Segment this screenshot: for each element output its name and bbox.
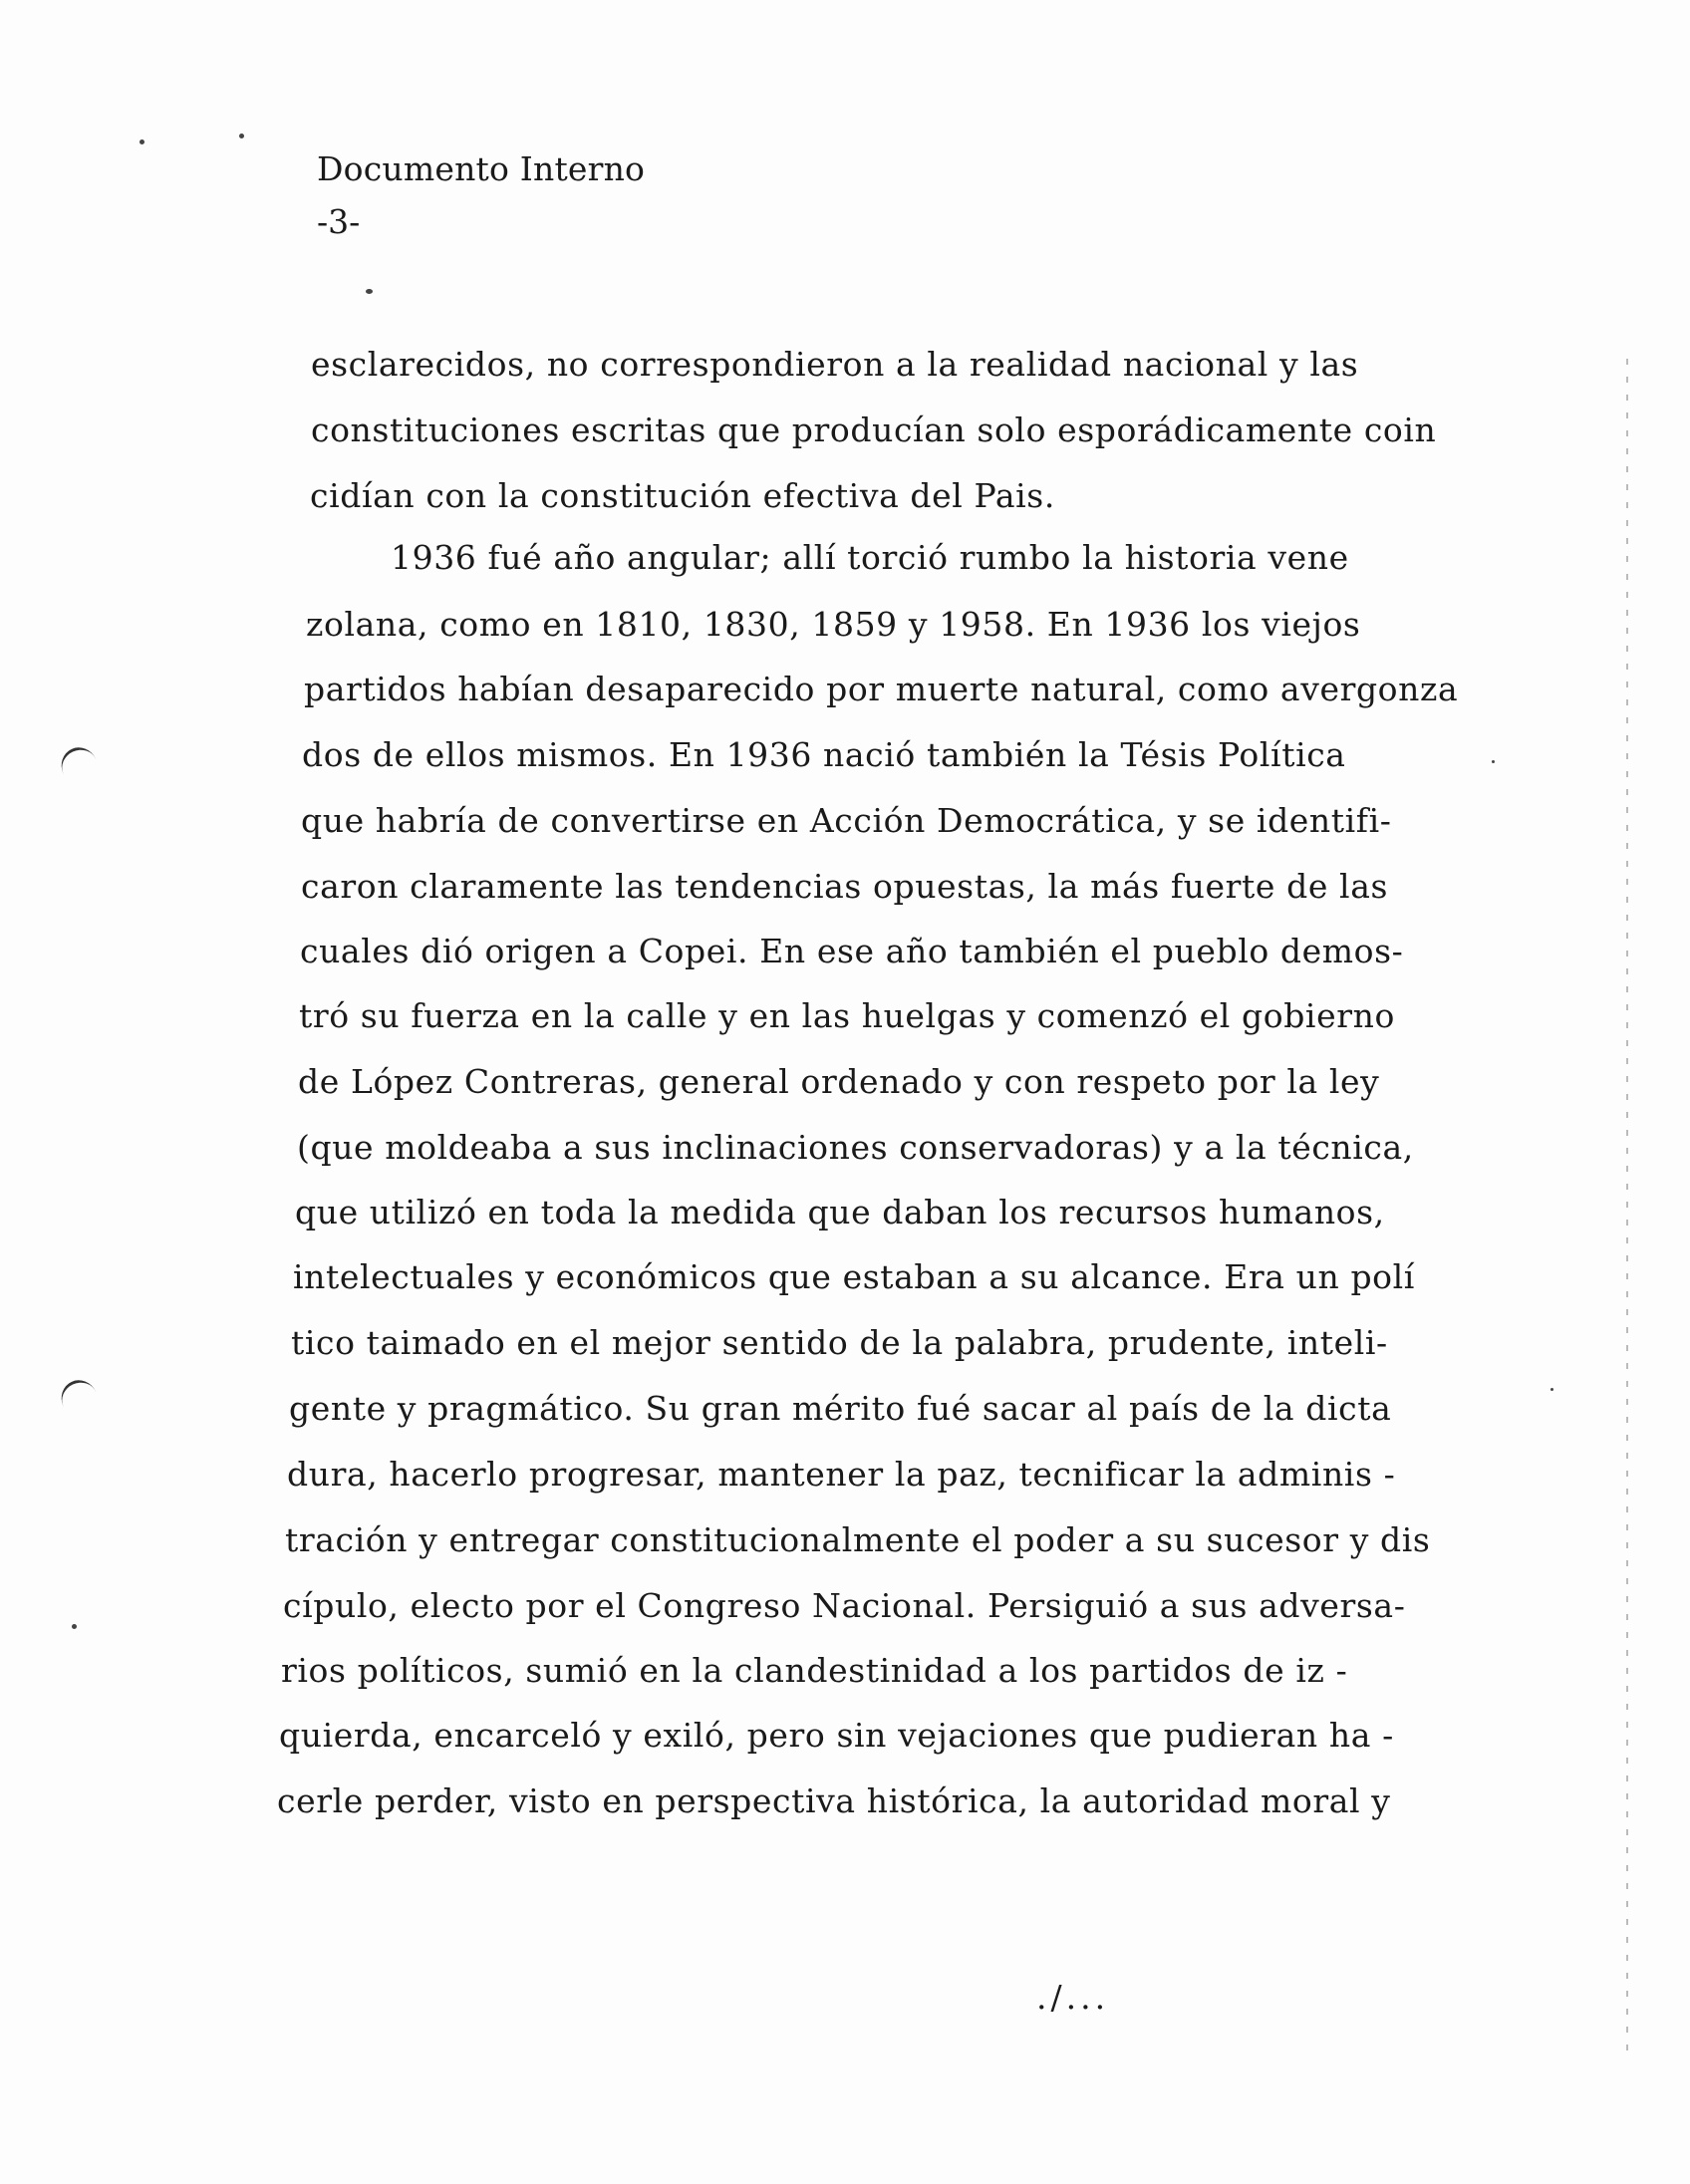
body-line: dos de ellos mismos. En 1936 nació también la Tésis Política (302, 735, 1346, 774)
continuation-mark: ./... (1036, 1978, 1110, 2017)
scan-speck (1492, 760, 1495, 763)
punch-hole-mark (55, 741, 104, 792)
body-line: cerle perder, visto en perspectiva histórica, la autoridad moral y (277, 1781, 1391, 1820)
body-line: cidían con la constitución efectiva del Pais. (310, 476, 1055, 515)
header-title: Documento Interno (317, 149, 646, 188)
body-line: 1936 fué año angular; allí torció rumbo la historia vene (391, 538, 1349, 577)
body-line: caron claramente las tendencias opuestas, la más fuerte de las (301, 867, 1389, 906)
body-line: tico taimado en el mejor sentido de la palabra, prudente, inteli- (291, 1323, 1388, 1362)
body-line: esclarecidos, no correspondieron a la realidad nacional y las (311, 345, 1359, 384)
body-line: dura, hacerlo progresar, mantener la paz, tecnificar la adminis - (287, 1455, 1396, 1494)
body-line: intelectuales y económicos que estaban a su alcance. Era un polí (293, 1257, 1415, 1296)
scan-speck (1550, 1388, 1553, 1391)
scan-speck (140, 139, 144, 144)
body-line: cuales dió origen a Copei. En ese año también el pueblo demos- (300, 932, 1404, 970)
scan-speck (72, 1624, 77, 1629)
body-line: (que moldeaba a sus inclinaciones conservadoras) y a la técnica, (297, 1128, 1414, 1167)
body-line: rios políticos, sumió en la clandestinidad a los partidos de iz - (281, 1651, 1348, 1690)
body-line: que habría de convertirse en Acción Democrática, y se identifi- (301, 801, 1392, 840)
body-line: que utilizó en toda la medida que daban los recursos humanos, (295, 1193, 1385, 1231)
body-line: tró su fuerza en la calle y en las huelgas y comenzó el gobierno (299, 996, 1395, 1035)
body-line: partidos habían desaparecido por muerte natural, como avergonza (304, 670, 1459, 708)
body-line: de López Contreras, general ordenado y con respeto por la ley (298, 1062, 1380, 1101)
scan-speck (239, 134, 244, 138)
body-line: zolana, como en 1810, 1830, 1859 y 1958. En 1936 los viejos (306, 605, 1361, 644)
page-number: -3- (317, 202, 361, 241)
scan-edge-marks (1626, 359, 1628, 2052)
body-line: cípulo, electo por el Congreso Nacional. Persiguió a sus adversa- (283, 1586, 1406, 1625)
body-line: gente y pragmático. Su gran mérito fué sacar al país de la dicta (289, 1389, 1392, 1428)
body-line: constituciones escritas que producían solo esporádicamente coin (311, 410, 1437, 449)
scan-speck (366, 289, 373, 294)
body-line: quierda, encarceló y exiló, pero sin vejaciones que pudieran ha - (279, 1716, 1394, 1755)
punch-hole-mark (55, 1374, 104, 1425)
body-line: tración y entregar constitucionalmente el poder a su sucesor y dis (285, 1520, 1431, 1559)
